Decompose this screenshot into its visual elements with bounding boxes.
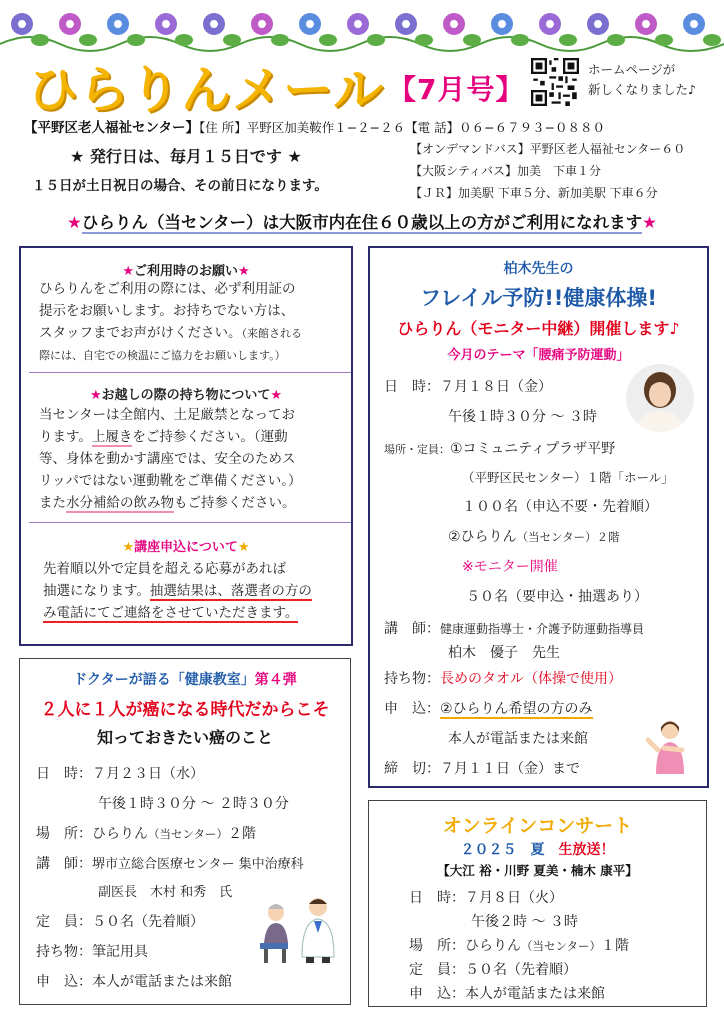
course-heading: ★講座申込について★	[122, 540, 250, 555]
frail-teacher: 柏木先生の	[503, 261, 574, 277]
eligibility-banner	[0, 209, 724, 233]
issue-note: １５日が土日祝日の場合、その前日になります。	[32, 178, 328, 194]
flower-center	[354, 20, 362, 28]
leaf-icon	[703, 34, 721, 46]
flower-center	[690, 20, 698, 28]
notice-box	[19, 246, 353, 646]
doctor-patient-illustration	[256, 891, 340, 965]
exercise-person-illustration	[646, 716, 694, 774]
issue-day: ★ 発行日は、毎月１５日です ★	[70, 147, 302, 166]
center-phone: 【電 話】０６−６７９３−０８８０	[405, 120, 606, 135]
usage-heading: ★ご利用時のお願い★	[122, 264, 250, 279]
divider	[29, 372, 351, 373]
star-icon: ★	[642, 213, 657, 232]
concert-place-row: 場 所：ひらりん（当センター）１階	[409, 938, 630, 954]
flower-center	[594, 20, 602, 28]
course-text: 先着順以外で定員を超える応募があれば 抽選になります。抽選結果は、落選者の方の み電話にてご連絡をさせていただきます。	[43, 561, 312, 621]
doctor-subtitle: 知っておきたい癌のこと	[96, 728, 273, 747]
frail-bring-row: 持ち物：長めのタオル（体操で使用）	[384, 671, 622, 687]
frail-theme: 今月のテーマ「腰痛予防運動」	[447, 348, 630, 363]
concert-capacity-row: 定 員：５０名（先着順）	[409, 962, 577, 978]
concert-date-row: 日 時：７月８日（火）	[409, 890, 563, 906]
doctor-time: 午後１時３０分 〜 ２時３０分	[98, 796, 289, 812]
concert-subtitle: ２０２５ 夏 生放送！	[460, 842, 615, 858]
concert-time: 午後２時 〜 ３時	[471, 914, 578, 930]
leaf-icon	[367, 34, 385, 46]
frail-title: フレイル予防!!健康体操!	[420, 286, 657, 310]
frail-place2: ②ひらりん（当センター）２階	[448, 529, 620, 545]
flower-center	[450, 20, 458, 28]
usage-text: ひらりんをご利用の際には、必ず利用証の 提示をお願いします。お持ちでない方は、 スタッフまでお声がけください。（来館される 際には、自宅での検温にご協力をお願いします。）	[39, 281, 302, 362]
concert-performers: 【大江 裕・川野 夏美・楠木 康平】	[437, 863, 638, 878]
newsletter-title	[28, 50, 524, 122]
doctor-class-box	[19, 658, 351, 1005]
leaf-icon	[31, 34, 49, 46]
leaf-icon	[655, 34, 673, 46]
homepage-note	[588, 60, 696, 100]
leaf-icon	[607, 34, 625, 46]
items-heading: ★お越しの際の持ち物について★	[89, 388, 283, 403]
frail-place1-sub: （平野区民センター）１階「ホール」	[462, 470, 674, 485]
flower-center	[402, 20, 410, 28]
flower-center	[162, 20, 170, 28]
divider	[29, 522, 351, 523]
issue-month: 【7月号】	[388, 73, 525, 106]
homepage-note-line2: 新しくなりました♪	[588, 82, 696, 97]
frail-place1-capacity: １００名（申込不要・先着順）	[462, 499, 658, 515]
flower-center	[642, 20, 650, 28]
frail-apply-row: 申 込：②ひらりん希望の方のみ	[384, 701, 593, 717]
frail-place2-capacity: ５０名（要申込・抽選あり）	[466, 589, 648, 605]
concert-apply-row: 申 込：本人が電話または来館	[409, 986, 605, 1002]
doctor-date-row: 日 時：７月２３日（水）	[36, 766, 204, 782]
leaf-icon	[175, 34, 193, 46]
qr-code-icon[interactable]	[531, 58, 579, 106]
flower-center	[18, 20, 26, 28]
frail-date-row: 日 時：７月１８日（金）	[384, 379, 552, 395]
frail-apply2: 本人が電話または来館	[448, 731, 588, 747]
leaf-icon	[127, 34, 145, 46]
items-text: 当センターは全館内、土足厳禁となってお ります。上履きをご持参ください。（運動 等、身体を動かす講座では、安全のためス リッパではない運動靴をご準備ください。） また水分補給の飲み物もご持参ください。	[39, 407, 302, 511]
flower-center	[114, 20, 122, 28]
center-name: 【平野区老人福祉センター】	[24, 120, 199, 136]
frail-deadline-row: 締 切：７月１１日（金）まで	[384, 761, 580, 777]
access-bus-city: 【大阪シティバス】加美 下車１分	[410, 164, 602, 178]
flower-center	[498, 20, 506, 28]
frail-exercise-box	[368, 246, 709, 788]
frail-lecturer-name: 柏木 優子 先生	[448, 645, 560, 661]
frail-subtitle: ひらりん（モニター中継）開催します♪	[397, 319, 680, 338]
doctor-bring-row: 持ち物：筆記用具	[36, 944, 148, 960]
leaf-icon	[463, 34, 481, 46]
frail-lecturer-row: 講 師：健康運動指導士・介護予防運動指導員	[384, 621, 645, 637]
access-jr: 【ＪＲ】加美駅 下車５分、新加美駅 下車６分	[410, 186, 658, 200]
flower-center	[258, 20, 266, 28]
leaf-icon	[319, 34, 337, 46]
doctor-capacity-row: 定 員：５０名（先着順）	[36, 914, 204, 930]
doctor-headline: ２人に１人が癌になる時代だからこそ	[40, 700, 330, 720]
online-concert-box	[368, 800, 707, 1007]
leaf-icon	[511, 34, 529, 46]
flower-center	[306, 20, 314, 28]
doctor-lecturer-row: 講 師：堺市立総合医療センター 集中治療科	[36, 856, 304, 872]
frail-time: 午後１時３０分 〜 ３時	[448, 409, 597, 425]
frail-place-row: 場所・定員：①コミュニティプラザ平野	[384, 441, 616, 457]
star-icon: ★	[67, 213, 82, 232]
title-text: ひらりんメール	[28, 61, 384, 119]
concert-title: オンラインコンサート	[442, 815, 633, 837]
doctor-apply-row: 申 込：本人が電話または来館	[36, 974, 232, 990]
access-bus-ondemand: 【オンデマンドバス】平野区老人福祉センター６０	[410, 142, 686, 156]
flower-center	[546, 20, 554, 28]
center-address: 【住 所】平野区加美鞍作１−２−２６	[198, 120, 406, 135]
center-contact-row	[24, 116, 605, 136]
leaf-icon	[79, 34, 97, 46]
leaf-icon	[223, 34, 241, 46]
frail-monitor-note: ※モニター開催	[462, 559, 558, 575]
doctor-series: ドクターが語る「健康教室」第４弾	[73, 672, 297, 688]
leaf-icon	[271, 34, 289, 46]
doctor-place-row: 場 所：ひらりん（当センター）２階	[36, 826, 257, 842]
teacher-photo	[626, 364, 694, 432]
eligibility-text: ひらりん（当センター）は大阪市内在住６０歳以上の方がご利用になれます	[81, 213, 643, 232]
doctor-lecturer-name: 副医長 木村 和秀 氏	[98, 885, 233, 900]
flower-center	[66, 20, 74, 28]
homepage-note-line1: ホームページが	[588, 62, 676, 77]
flower-center	[210, 20, 218, 28]
leaf-icon	[559, 34, 577, 46]
leaf-icon	[415, 34, 433, 46]
